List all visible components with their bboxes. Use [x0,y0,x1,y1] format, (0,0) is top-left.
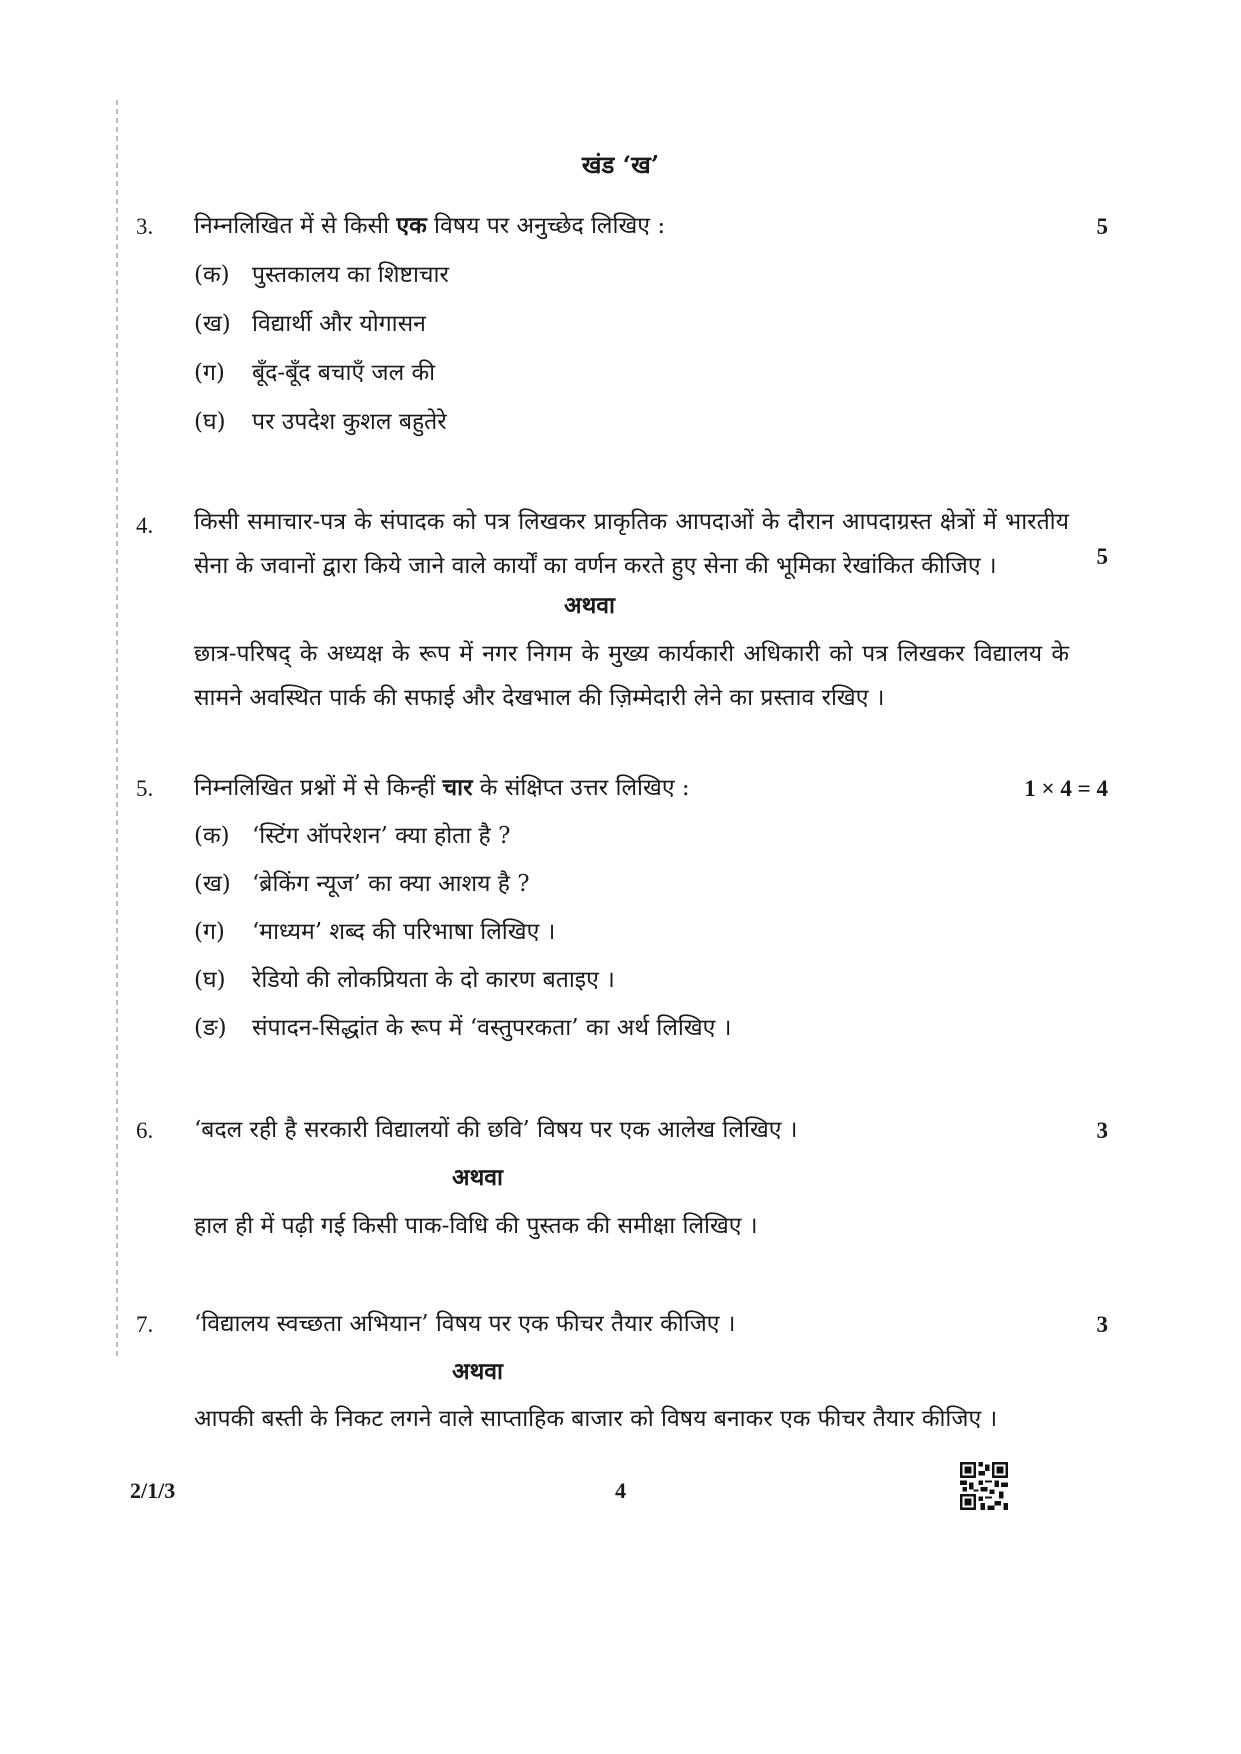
question-marks: 5 [1096,214,1108,239]
list-item: (ग) बूँद-बूँद बचाएँ जल की [194,360,436,386]
question-marks: 5 [1096,544,1108,569]
or-label: अथवा [452,1164,504,1191]
alternative-question-text: छात्र-परिषद् के अध्यक्ष के रूप में नगर निगम के मुख्य कार्यकारी अधिकारी को पत्र लिखकर विद्यालय के सामने अवस्थित पार्क की सफाई और देखभाल की ज़िम्मेदारी लेने का प्रस्ताव रखिए । [194,641,1069,711]
alternative-question-text: आपकी बस्ती के निकट लगने वाले साप्ताहिक बाजार को विषय बनाकर एक फीचर तैयार कीजिए । [194,1406,998,1432]
question-text: किसी समाचार-पत्र के संपादक को पत्र लिखकर प्राकृतिक आपदाओं के दौरान आपदाग्रस्त क्षेत्रों में भारतीय सेना के जवानों द्वारा किये जाने वाले कार्यों का वर्णन करते हुए सेना की भूमिका रेखांकित कीजिए । [194,509,1069,579]
question-text: निम्नलिखित प्रश्नों में से किन्हीं चार के संक्षिप्त उत्तर लिखिए : [194,774,690,801]
list-item: (क) ‘स्टिंग ऑपरेशन’ क्या होता है ? [194,823,511,849]
section-title: खंड ‘ख’ [581,150,660,179]
question-marks: 3 [1096,1312,1108,1337]
question-marks: 1 × 4 = 4 [1024,776,1108,801]
question-number: 5. [136,776,154,801]
question-number: 7. [136,1312,154,1337]
question-marks: 3 [1096,1118,1108,1143]
list-item: (ख) विद्यार्थी और योगासन [194,311,426,337]
or-label: अथवा [564,592,616,619]
list-item: (क) पुस्तकालय का शिष्टाचार [194,262,449,288]
question-number: 6. [136,1118,154,1143]
list-item: (ख) ‘ब्रेकिंग न्यूज’ का क्या आशय है ? [194,871,530,897]
question-number: 3. [136,214,154,239]
question-text: निम्नलिखित में से किसी एक विषय पर अनुच्छेद लिखिए : [194,212,666,239]
list-item: (घ) रेडियो की लोकप्रियता के दो कारण बताइए । [194,967,615,993]
margin-decoration [116,100,118,1360]
emphasis: एक [396,212,427,239]
question-text: ‘बदल रही है सरकारी विद्यालयों की छवि’ विषय पर एक आलेख लिखिए । [194,1117,798,1143]
question-number: 4. [136,513,154,538]
emphasis: चार [442,774,473,801]
qr-code-icon [960,1462,1008,1510]
or-label: अथवा [452,1358,504,1385]
list-item: (ङ) संपादन-सिद्धांत के रूप में ‘वस्तुपरकता’ का अर्थ लिखिए । [194,1015,732,1041]
paper-code: 2/1/3 [130,1478,176,1503]
alternative-question-text: हाल ही में पढ़ी गई किसी पाक-विधि की पुस्तक की समीक्षा लिखिए । [194,1213,758,1239]
list-item: (घ) पर उपदेश कुशल बहुतेरे [194,409,447,435]
question-text: ‘विद्यालय स्वच्छता अभियान’ विषय पर एक फीचर तैयार कीजिए । [194,1311,736,1337]
list-item: (ग) ‘माध्यम’ शब्द की परिभाषा लिखिए । [194,919,556,945]
page-number: 4 [615,1478,626,1503]
